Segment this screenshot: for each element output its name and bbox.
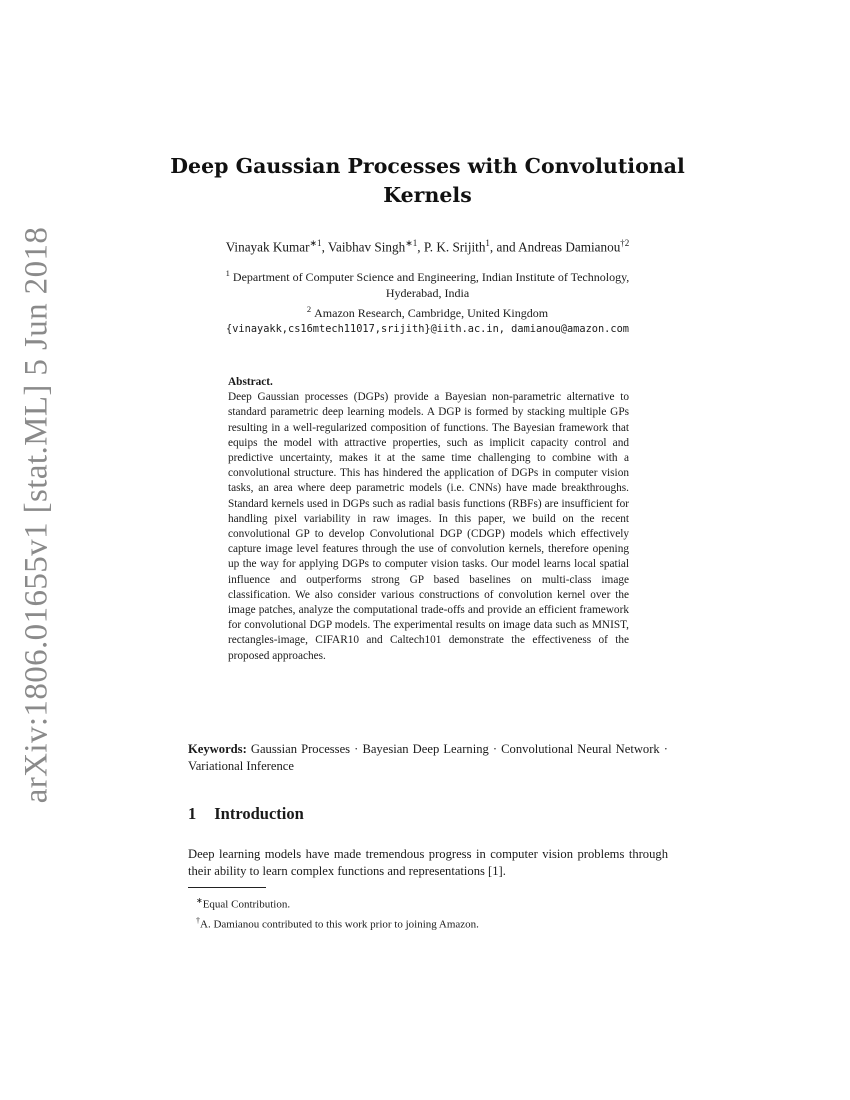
- paper-title: [150, 152, 705, 210]
- author-mark: ∗1: [405, 238, 418, 248]
- intro-paragraph: Deep learning models have made tremendous progress in computer vision problems through their ability to learn complex functions and representations [1].: [188, 847, 668, 878]
- footnote-mark: ∗: [196, 896, 203, 905]
- affiliation-1-cont: Hyderabad, India: [385, 286, 470, 300]
- title-line-1: Deep Gaussian Processes with Convolutional: [170, 154, 685, 178]
- abstract: [228, 375, 629, 664]
- footnote-2: [196, 913, 666, 933]
- author-list: [150, 234, 705, 256]
- affiliation-text: Department of Computer Science and Engineering, Indian Institute of Technology,: [232, 270, 630, 284]
- keywords-label: Keywords:: [188, 742, 247, 756]
- author-mark: †2: [620, 238, 630, 248]
- section-title: Introduction: [214, 804, 304, 823]
- affiliation-mark: 1: [225, 268, 230, 278]
- footnote-mark: †: [196, 915, 200, 925]
- footnote-text: Equal Contribution.: [202, 898, 291, 911]
- footnotes: [196, 893, 666, 932]
- footnote-text: A. Damianou contributed to this work prior to joining Amazon.: [200, 918, 479, 931]
- author-mark: 1: [485, 238, 490, 248]
- arxiv-id: arXiv:1806.01655v1 [stat.ML] 5 Jun 2018: [18, 226, 55, 804]
- affiliations: [150, 265, 705, 337]
- section-heading: [188, 804, 304, 824]
- section-number: 1: [188, 804, 197, 823]
- footnote-rule: [188, 887, 266, 888]
- affiliation-mark: 2: [306, 304, 312, 314]
- author-name: , and Andreas Damianou: [489, 239, 621, 255]
- author-emails: {vinayakk,cs16mtech11017,srijith}@iith.ac.in, damianou@amazon.com: [226, 323, 629, 335]
- keywords: [188, 741, 668, 775]
- title-line-2: Kernels: [383, 183, 472, 207]
- author-mark: ∗1: [309, 238, 322, 248]
- author-name: , Vaibhav Singh: [321, 239, 406, 255]
- abstract-heading: Abstract.: [228, 376, 273, 388]
- affiliation-1: [150, 265, 705, 285]
- footnote-1: [196, 893, 666, 913]
- keywords-text: Gaussian Processes · Bayesian Deep Learning · Convolutional Neural Network · Variational Inference: [188, 742, 668, 773]
- author-name: , P. K. Srijith: [417, 239, 486, 255]
- affiliation-2: [150, 301, 705, 321]
- affiliation-text: Amazon Research, Cambridge, United Kingdom: [314, 306, 549, 320]
- author-name: Vinayak Kumar: [225, 239, 310, 255]
- abstract-text: Deep Gaussian processes (DGPs) provide a Bayesian non-parametric alternative to standard parametric deep learning models. A DGP is formed by stacking multiple GPs resulting in a well-regularized composition of functions. The Bayesian framework that equips the model with attractive properties, such as implicit capacity control and predictive uncertainty, makes it at the same time challenging to combine with a convolutional structure. This has hindered the application of DGPs in computer vision tasks, an area where deep parametric models (i.e. CNNs) have made breakthroughs. Standard kernels used in DGPs such as radial basis functions (RBFs) are insufficient for handling pixel variability in raw images. In this paper, we build on the recent convolutional GP to develop Convolutional DGP (CDGP) models which effectively capture image level features through the use of convolution kernels, therefore opening up the way for applying DGPs to computer vision tasks. Our model learns local spatial influence and outperforms strong GP based baselines on multi-class image classification. We also consider various constructions of convolution kernel over the image patches, analyze the computational trade-offs and provide an efficient framework for convolutional DGP models. The experimental results on image data such as MNIST, rectangles-image, CIFAR10 and Caltech101 demonstrate the effectiveness of the proposed approaches.: [228, 391, 629, 662]
